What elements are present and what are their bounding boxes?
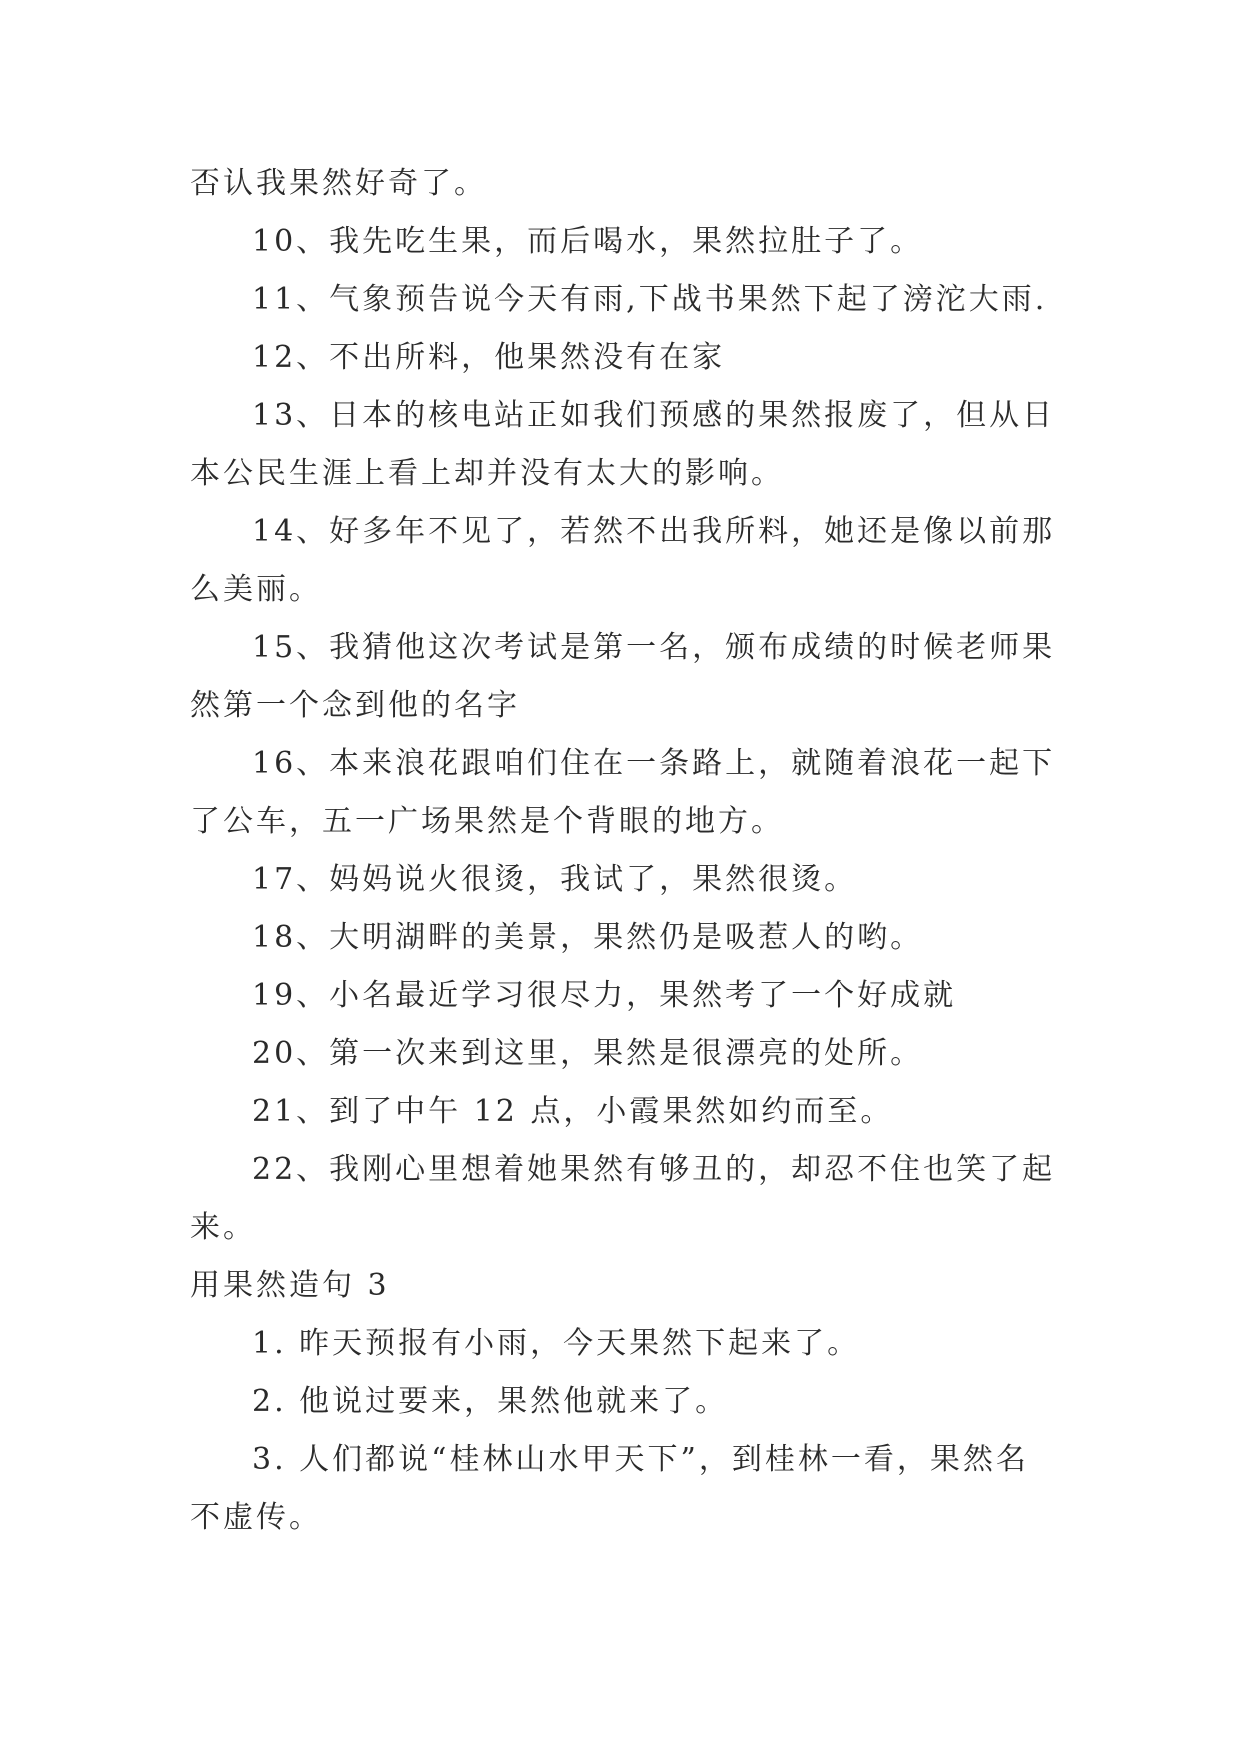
sentence-11: 11、气象预告说今天有雨,下战书果然下起了滂沱大雨. bbox=[252, 282, 1048, 317]
sentence-10: 10、我先吃生果，而后喝水，果然拉肚子了。 bbox=[252, 224, 924, 259]
sentence-16: 16、本来浪花跟咱们住在一条路上，就随着浪花一起下了公车，五一广场果然是个背眼的地方。 bbox=[190, 746, 1056, 839]
sentence-22: 22、我刚心里想着她果然有够丑的，却忍不住也笑了起来。 bbox=[190, 1152, 1056, 1245]
sentence-12: 12、不出所料，他果然没有在家 bbox=[252, 340, 726, 375]
sentence-21: 21、到了中午 12 点，小霞果然如约而至。 bbox=[252, 1094, 894, 1129]
section-heading: 用果然造句 3 bbox=[190, 1268, 390, 1303]
sentence-18: 18、大明湖畔的美景，果然仍是吸惹人的哟。 bbox=[252, 920, 924, 955]
paragraph-continued: 否认我果然好奇了。 bbox=[190, 166, 487, 201]
sentence-14: 14、好多年不见了，若然不出我所料，她还是像以前那么美丽。 bbox=[190, 514, 1056, 607]
sentence-20: 20、第一次来到这里，果然是很漂亮的处所。 bbox=[252, 1036, 924, 1071]
sentence-17: 17、妈妈说火很烫，我试了，果然很烫。 bbox=[252, 862, 858, 897]
document-body bbox=[190, 155, 1060, 1547]
sentence-19: 19、小名最近学习很尽力，果然考了一个好成就 bbox=[252, 978, 957, 1013]
sentence-3: 3. 人们都说“桂林山水甲天下”，到桂林一看，果然名不虚传。 bbox=[190, 1442, 1029, 1535]
sentence-13: 13、日本的核电站正如我们预感的果然报废了，但从日本公民生涯上看上却并没有太大的影响。 bbox=[190, 398, 1056, 491]
sentence-2: 2. 他说过要来，果然他就来了。 bbox=[252, 1384, 729, 1419]
sentence-15: 15、我猜他这次考试是第一名，颁布成绩的时候老师果然第一个念到他的名字 bbox=[190, 630, 1056, 723]
sentence-1: 1. 昨天预报有小雨，今天果然下起来了。 bbox=[252, 1326, 861, 1361]
